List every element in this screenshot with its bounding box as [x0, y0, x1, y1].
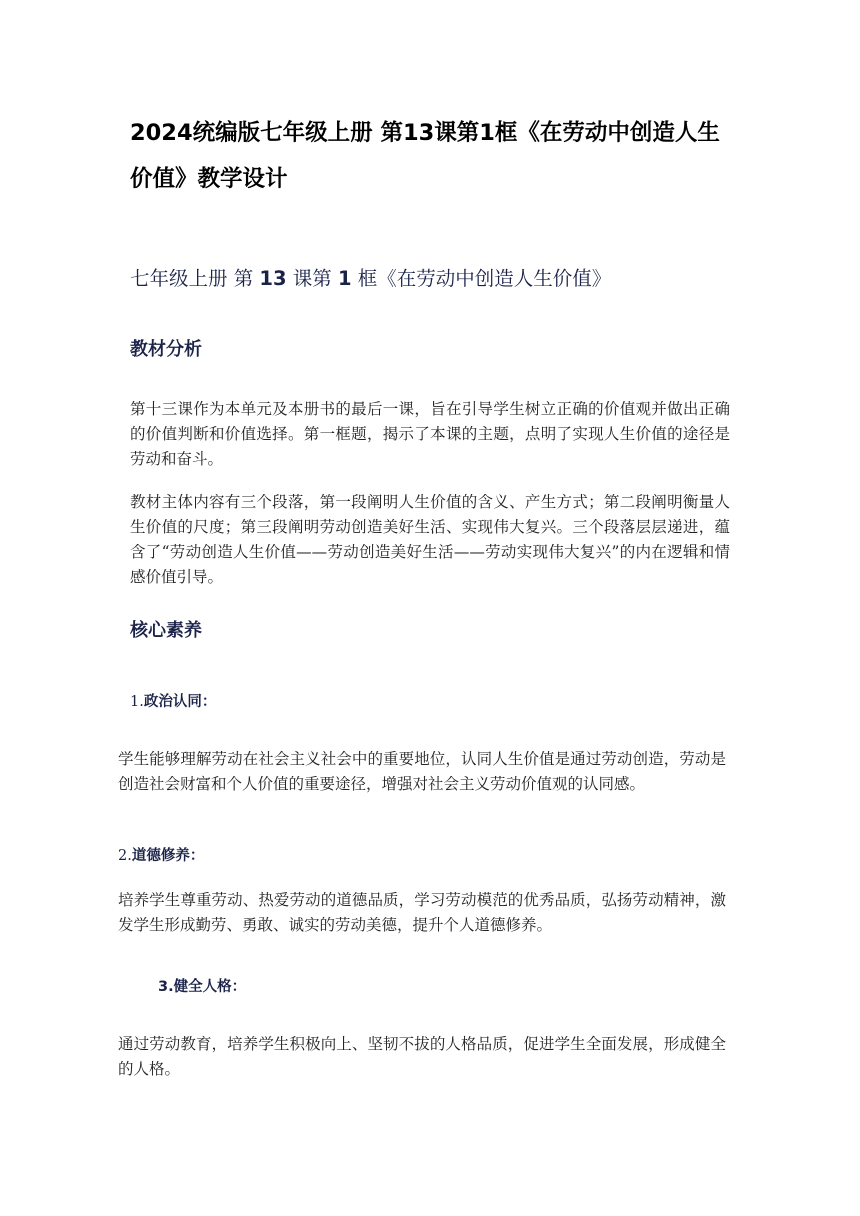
lesson-number: 13 [259, 267, 287, 290]
lesson-heading-suffix: 框《在劳动中创造人生价值》 [351, 267, 612, 290]
textbook-analysis-paragraph-1: 第十三课作为本单元及本册书的最后一课，旨在引导学生树立正确的价值观并做出正确的价值判断和价值选择。第一框题，揭示了本课的主题，点明了实现人生价值的途径是劳动和奋斗。 [130, 400, 730, 468]
core-literacy-item-2-label: 2.道德修养： [118, 848, 205, 864]
textbook-analysis-heading: 教材分析 [130, 339, 202, 360]
core-literacy-item-3-label: 3.健全人格： [158, 979, 247, 995]
lesson-heading-prefix: 七年级上册 第 [130, 267, 260, 290]
frame-number: 1 [337, 267, 352, 290]
core-literacy-heading: 核心素养 [130, 620, 202, 641]
core-literacy-item-1-label: 1.政治认同： [130, 694, 217, 710]
lesson-heading [130, 264, 750, 294]
document-title: 2024统编版七年级上册 第13课第1框《在劳动中创造人生价值》教学设计 [130, 120, 720, 192]
core-literacy-item-2-text: 培养学生尊重劳动、热爱劳动的道德品质，学习劳动模范的优秀品质，弘扬劳动精神，激发学生形成勤劳、勇敢、诚实的劳动美德，提升个人道德修养。 [118, 891, 726, 934]
textbook-analysis-paragraph-2: 教材主体内容有三个段落，第一段阐明人生价值的含义、产生方式；第二段阐明衡量人生价值的尺度；第三段阐明劳动创造美好生活、实现伟大复兴。三个段落层层递进，蕴含了“劳动创造人生价值——劳动创造美好生活——劳动实现伟大复兴”的内在逻辑和情感价值引导。 [130, 493, 730, 586]
lesson-heading-mid: 课第 [286, 267, 338, 290]
core-literacy-item-1-text: 学生能够理解劳动在社会主义社会中的重要地位，认同人生价值是通过劳动创造，劳动是创造社会财富和个人价值的重要途径，增强对社会主义劳动价值观的认同感。 [118, 750, 726, 793]
core-literacy-item-3-text: 通过劳动教育，培养学生积极向上、坚韧不拔的人格品质，促进学生全面发展，形成健全的人格。 [118, 1035, 726, 1078]
